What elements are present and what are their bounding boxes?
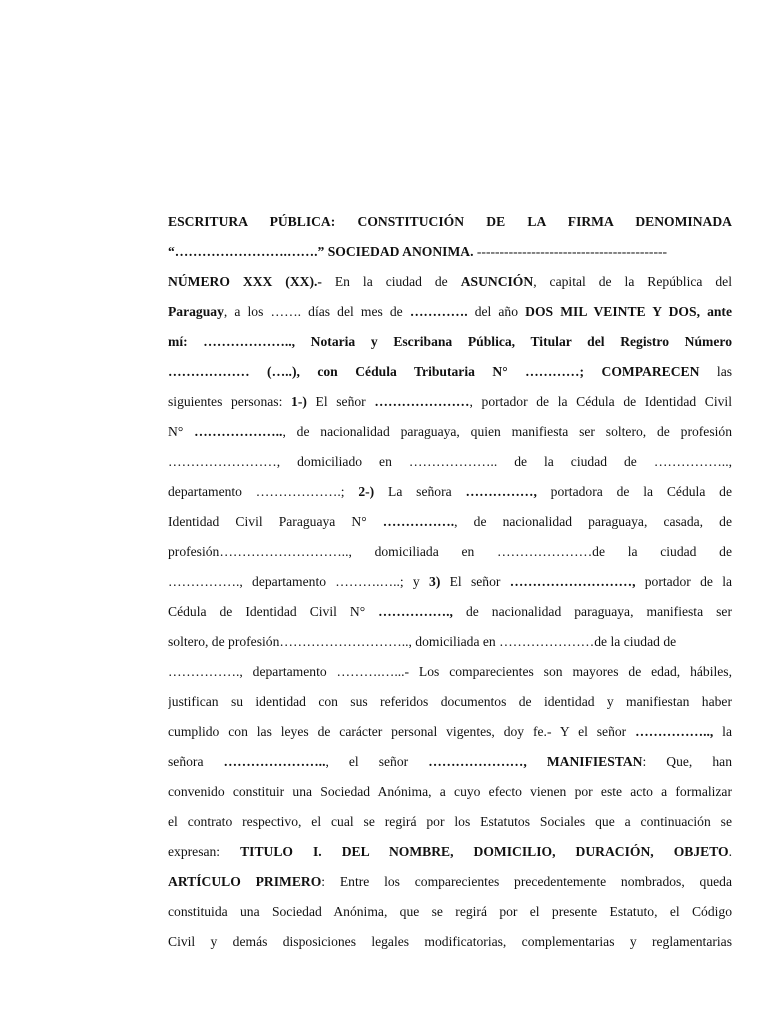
document-body <box>168 207 732 957</box>
text-segment: : Entre los comparecientes precedentemente nombrados, queda <box>321 874 732 889</box>
bold-text: DOS MIL VEINTE Y DOS, ante <box>525 304 732 319</box>
text-segment: Identidad Civil Paraguaya N° <box>168 514 383 529</box>
bold-text: …………….., <box>635 724 714 739</box>
text-segment: ……………., departamento ……….…..; y <box>168 574 430 589</box>
text-segment: En la ciudad de <box>321 274 461 289</box>
text-segment: soltero, de profesión……………………….., domiciliada en …………………de la ciudad de <box>168 634 677 649</box>
bold-text: COMPARECEN <box>601 364 700 379</box>
text-segment: las <box>699 364 732 379</box>
bold-text: ………………… <box>374 394 470 409</box>
text-segment: portadora de la Cédula de <box>536 484 732 499</box>
bold-text: ……………… (…..), con Cédula Tributaria N° …………; <box>168 364 585 379</box>
document-line <box>168 897 732 927</box>
document-line <box>168 447 732 477</box>
document-line <box>168 267 732 297</box>
document-line <box>168 657 732 687</box>
text-segment: Civil y demás disposiciones legales modificatorias, complementarias y reglamentarias <box>168 934 732 949</box>
document-line <box>168 837 732 867</box>
document-line <box>168 597 732 627</box>
text-segment: El señor <box>440 574 510 589</box>
text-segment: , capital de la República del <box>533 274 732 289</box>
text-segment: La señora <box>374 484 466 499</box>
text-segment: ------------------------------------------ <box>473 244 668 259</box>
bold-text: “…………………….…….” SOCIEDAD ANONIMA. <box>168 244 474 259</box>
document-line <box>168 357 732 387</box>
text-segment: señora <box>168 754 224 769</box>
document-line <box>168 777 732 807</box>
bold-text: ……………., <box>378 604 453 619</box>
text-segment: El señor <box>306 394 375 409</box>
bold-text: ………………………, <box>509 574 636 589</box>
document-line <box>168 417 732 447</box>
document-line <box>168 687 732 717</box>
bold-text: 3) <box>429 574 441 589</box>
text-segment: cumplido con las leyes de carácter personal vigentes, doy fe.- Y el señor <box>168 724 636 739</box>
document-line <box>168 627 732 657</box>
document-line <box>168 327 732 357</box>
text-segment: Cédula de Identidad Civil N° <box>168 604 379 619</box>
bold-text: ARTÍCULO PRIMERO <box>168 874 322 889</box>
text-segment: , de nacionalidad paraguaya, casada, de <box>454 514 732 529</box>
document-line <box>168 297 732 327</box>
text-segment: siguientes personas: <box>168 394 292 409</box>
bold-text: …………………, <box>428 754 527 769</box>
document-line <box>168 237 732 267</box>
text-segment: , de nacionalidad paraguaya, quien manifiesta ser soltero, de profesión <box>282 424 732 439</box>
text-segment: : Que, han <box>642 754 732 769</box>
text-segment: , a los ……. días del mes de <box>223 304 410 319</box>
bold-text: Paraguay <box>168 304 224 319</box>
document-line <box>168 507 732 537</box>
bold-text: 2-) <box>358 484 375 499</box>
document-line <box>168 387 732 417</box>
text-segment: , el señor <box>325 754 429 769</box>
document-line <box>168 927 732 957</box>
text-segment: constituida una Sociedad Anónima, que se regirá por el presente Estatuto, el Código <box>168 904 732 919</box>
text-segment: departamento ……………….; <box>168 484 359 499</box>
bold-text: MANIFIESTAN <box>546 754 643 769</box>
text-segment: , portador de la Cédula de Identidad Civil <box>469 394 732 409</box>
bold-text: 1-) <box>291 394 307 409</box>
text-segment <box>584 364 601 379</box>
document-line <box>168 567 732 597</box>
text-segment: el contrato respectivo, el cual se regirá por los Estatutos Sociales que a continuación se <box>168 814 732 829</box>
bold-text: ASUNCIÓN <box>460 274 534 289</box>
text-segment: expresan: <box>168 844 241 859</box>
bold-text: ……………. <box>382 514 455 529</box>
document-line <box>168 537 732 567</box>
bold-text: ……………, <box>465 484 537 499</box>
bold-text: mí: ……………….., Notaria y Escribana Pública, Titular del Registro Número <box>168 334 732 349</box>
text-segment: N° <box>168 424 195 439</box>
document-line <box>168 477 732 507</box>
text-segment: la <box>713 724 732 739</box>
text-segment: de nacionalidad paraguaya, manifiesta ser <box>452 604 732 619</box>
text-segment: profesión……………………….., domiciliada en …………………de la ciudad de <box>168 544 732 559</box>
text-segment: portador de la <box>635 574 732 589</box>
text-segment: ……………., departamento ……….…...- Los comparecientes son mayores de edad, hábiles, <box>168 664 732 679</box>
document-line <box>168 747 732 777</box>
document-line <box>168 867 732 897</box>
text-segment: justifican su identidad con sus referidos documentos de identidad y manifiestan haber <box>168 694 732 709</box>
bold-text: ESCRITURA PÚBLICA: CONSTITUCIÓN DE LA FIRMA DENOMINADA <box>168 214 732 229</box>
text-segment: del año <box>467 304 526 319</box>
bold-text: ………………….. <box>223 754 326 769</box>
bold-text: TITULO I. DEL NOMBRE, DOMICILIO, DURACIÓN, OBJETO <box>240 844 729 859</box>
document-line <box>168 807 732 837</box>
text-segment: convenido constituir una Sociedad Anónima, a cuyo efecto vienen por este acto a formalizar <box>168 784 732 799</box>
bold-text: ……………….. <box>194 424 283 439</box>
document-line <box>168 717 732 747</box>
bold-text: …………. <box>409 304 468 319</box>
text-segment <box>527 754 547 769</box>
document-line <box>168 207 732 237</box>
bold-text: NÚMERO XXX (XX).- <box>168 274 322 289</box>
text-segment: ……………………, domiciliado en ……………….. de la ciudad de …………….., <box>168 454 732 469</box>
text-segment: . <box>728 844 732 859</box>
